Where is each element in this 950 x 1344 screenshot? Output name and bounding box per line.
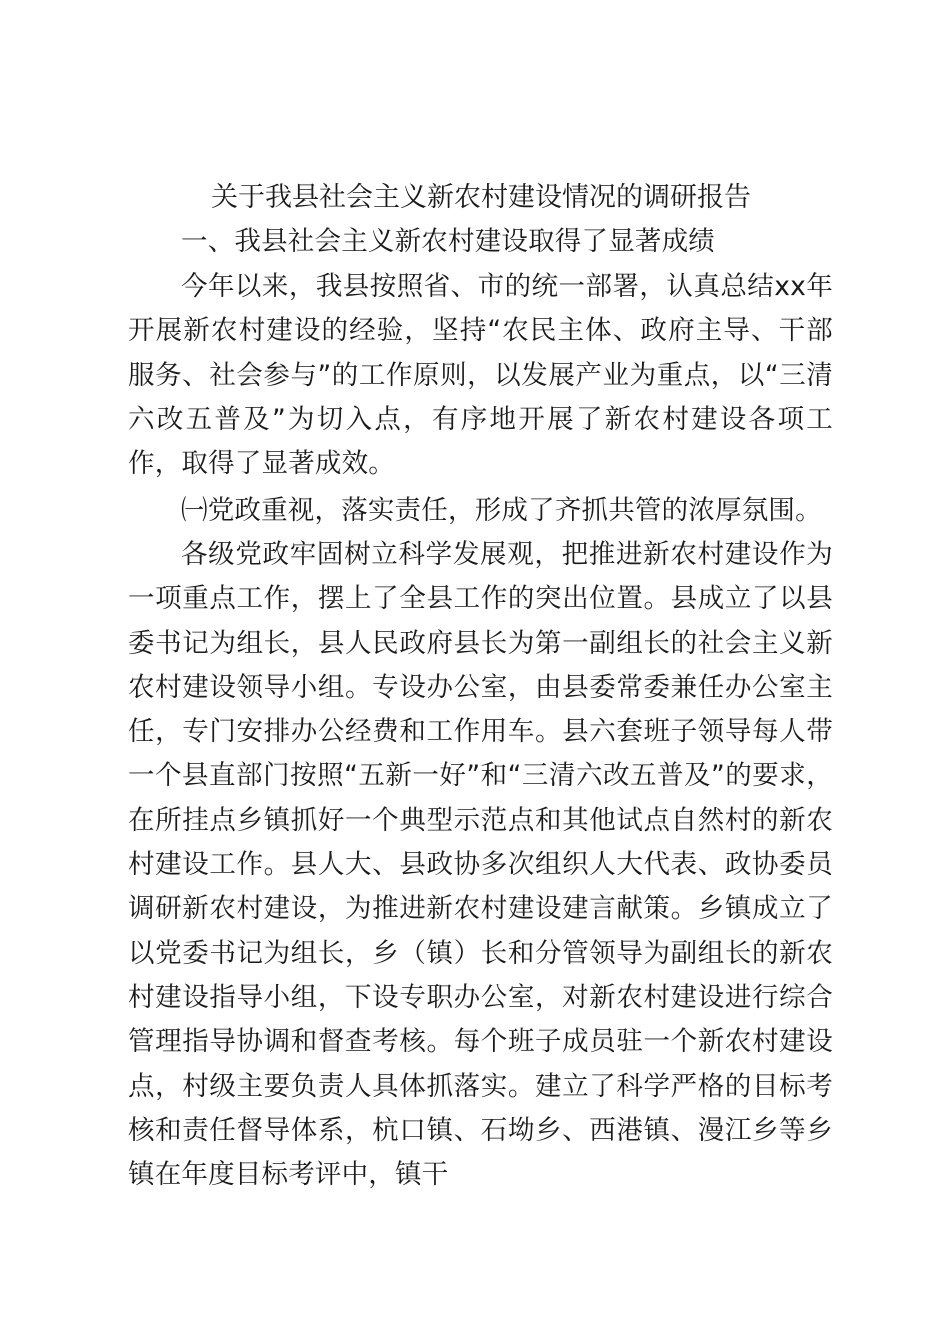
subsection-heading-1 — [128, 489, 833, 533]
report-title: 关于我县社会主义新农村建设情况的调研报告 — [211, 182, 751, 213]
section-heading-1-text: 一、我县社会主义新农村建设取得了显著成绩 — [181, 226, 715, 257]
paragraph-2-text: 各级党政牢固树立科学发展观，把推进新农村建设作为一项重点工作，摆上了全县工作的突出位置。县成立了以县委书记为组长，县人民政府县长为第一副组长的社会主义新农村建设领导小组。专设办公室，由县委常委兼任办公室主任，专门安排办公经费和工作用车。县六套班子领导每人带一个县直部门按照“五新一好”和“三清六改五普及”的要求，在所挂点乡镇抓好一个典型示范点和其他试点自然村的新农村建设工作。县人大、县政协多次组织人大代表、政协委员调研新农村建设，为推进新农村建设建言献策。乡镇成立了以党委书记为组长，乡（镇）长和分管领导为副组长的新农村建设指导小组，下设专职办公室，对新农村建设进行综合管理指导协调和督查考核。每个班子成员驻一个新农村建设点，村级主要负责人具体抓落实。建立了科学严格的目标考核和责任督导体系，杭口镇、石坳乡、西港镇、漫江乡等乡镇在年度目标考评中，镇干 — [128, 539, 833, 1191]
subsection-heading-1-text: ㈠党政重视，落实责任，形成了齐抓共管的浓厚氛围。 — [181, 495, 822, 526]
paragraph-1-text: 今年以来，我县按照省、市的统一部署，认真总结xx年开展新农村建设的经验，坚持“农民主体、政府主导、干部服务、社会参与”的工作原则，以发展产业为重点，以“三清六改五普及”为切入点，有序地开展了新农村建设各项工作，取得了显著成效。 — [128, 271, 833, 480]
section-heading-1 — [128, 220, 833, 264]
paragraph-2 — [128, 533, 833, 1197]
paragraph-1 — [128, 265, 833, 486]
